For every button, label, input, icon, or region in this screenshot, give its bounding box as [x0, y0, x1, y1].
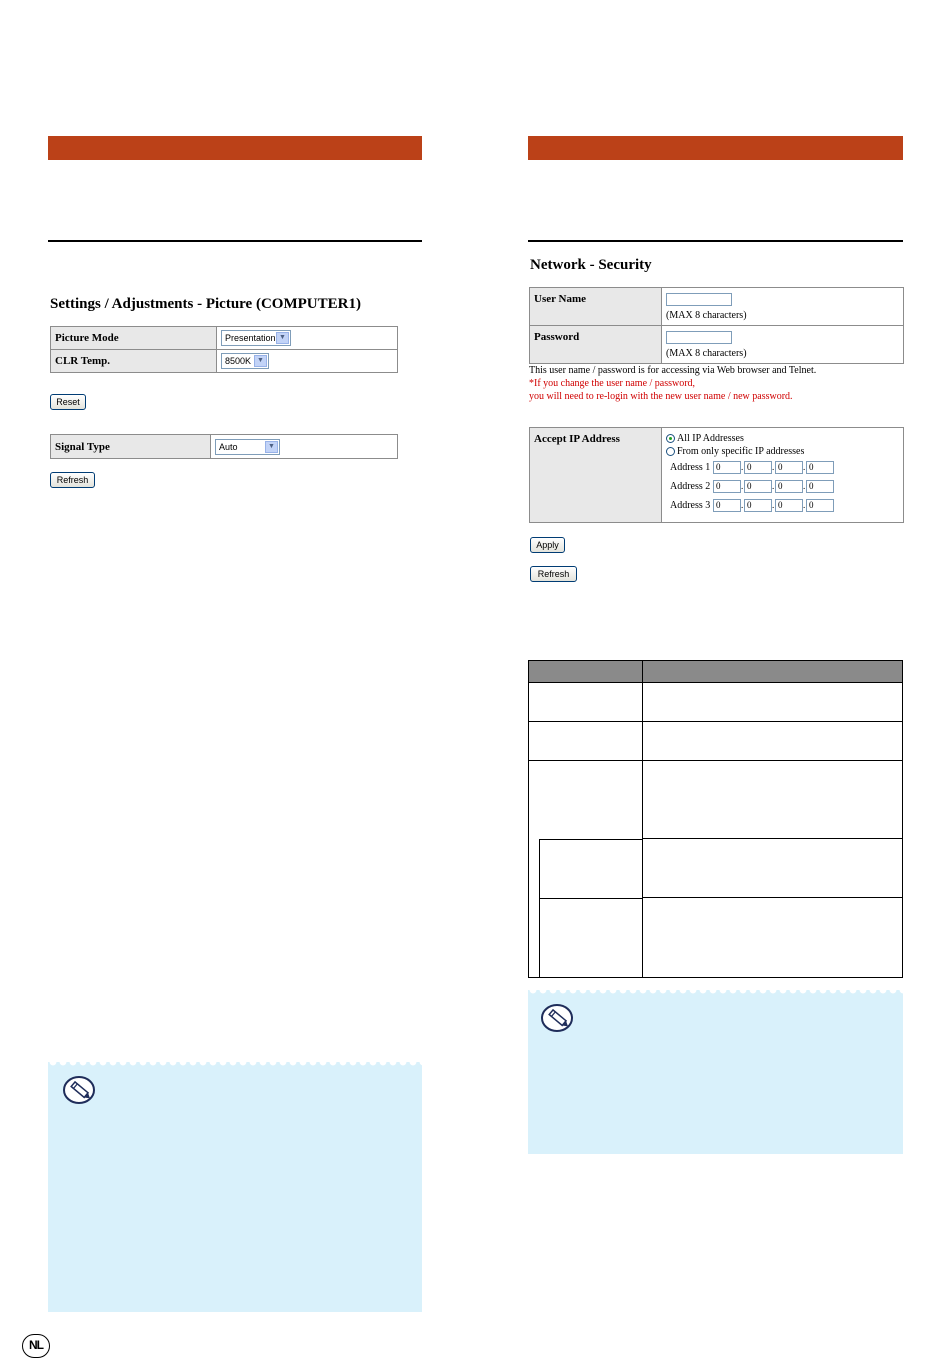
table-cell-indented	[529, 839, 643, 898]
password-input[interactable]	[666, 331, 732, 344]
table-header-cell	[643, 661, 903, 683]
chevron-down-icon: ▼	[254, 355, 267, 367]
address-row: Address 1 0 . 0 . 0 . 0	[666, 461, 899, 480]
address-2-octet-3[interactable]: 0	[775, 480, 803, 493]
credentials-warning-1: *If you change the user name / password,	[529, 378, 696, 389]
address-2-octet-2[interactable]: 0	[744, 480, 772, 493]
picture-settings-table	[50, 326, 398, 373]
address-1-octet-3[interactable]: 0	[775, 461, 803, 474]
password-cell	[662, 326, 904, 364]
address-3-octet-1[interactable]: 0	[713, 499, 741, 512]
divider-left	[48, 240, 422, 242]
chevron-down-icon: ▼	[276, 332, 289, 344]
signal-type-select[interactable]	[215, 439, 280, 455]
clr-temp-label: CLR Temp.	[51, 350, 217, 373]
clr-temp-select[interactable]	[221, 353, 269, 369]
picture-mode-label: Picture Mode	[51, 327, 217, 350]
user-name-cell	[662, 288, 904, 326]
table-cell	[529, 761, 643, 839]
credentials-warning-2: you will need to re-login with the new user name / new password.	[529, 391, 793, 402]
address-2-octet-1[interactable]: 0	[713, 480, 741, 493]
address-2-octet-4[interactable]: 0	[806, 480, 834, 493]
table-cell-indented	[529, 898, 643, 978]
signal-type-table	[50, 434, 398, 459]
picture-mode-select[interactable]	[221, 330, 291, 346]
note-box-left	[48, 1062, 422, 1312]
apply-button[interactable]: Apply	[530, 537, 565, 553]
chevron-down-icon: ▼	[265, 441, 278, 453]
note-box-right	[528, 990, 903, 1154]
table-cell	[643, 839, 903, 898]
table-cell	[643, 722, 903, 761]
address-1-octet-1[interactable]: 0	[713, 461, 741, 474]
accept-all-option[interactable]: All IP Addresses	[666, 432, 899, 445]
section-bar-right	[528, 136, 903, 160]
table-cell	[643, 898, 903, 978]
clr-temp-value: 8500K	[225, 356, 252, 366]
table-cell	[529, 683, 643, 722]
address-3-octet-2[interactable]: 0	[744, 499, 772, 512]
address-1-octet-4[interactable]: 0	[806, 461, 834, 474]
divider-right	[528, 240, 903, 242]
password-hint: (MAX 8 characters)	[666, 348, 747, 359]
clr-temp-cell	[217, 350, 398, 373]
table-header-cell	[529, 661, 643, 683]
picture-settings-heading: Settings / Adjustments - Picture (COMPUTER1)	[50, 296, 361, 312]
radio-unselected-icon[interactable]	[666, 447, 675, 456]
user-name-input[interactable]	[666, 293, 732, 306]
accept-ip-cell	[662, 428, 904, 523]
pencil-icon	[540, 1002, 576, 1034]
refresh-button-left[interactable]: Refresh	[50, 472, 95, 488]
address-3-octet-3[interactable]: 0	[775, 499, 803, 512]
picture-mode-cell	[217, 327, 398, 350]
section-bar-left	[48, 136, 422, 160]
accept-ip-table	[529, 427, 904, 523]
settings-description-table	[528, 660, 903, 978]
network-security-heading: Network - Security	[530, 257, 652, 273]
refresh-button-right[interactable]: Refresh	[530, 566, 577, 582]
pencil-icon	[62, 1074, 98, 1106]
password-label: Password	[530, 326, 662, 364]
address-1-octet-2[interactable]: 0	[744, 461, 772, 474]
signal-type-label: Signal Type	[51, 435, 211, 459]
address-row: Address 2 0 . 0 . 0 . 0	[666, 480, 899, 499]
accept-ip-label: Accept IP Address	[530, 428, 662, 523]
credentials-info: This user name / password is for accessing via Web browser and Telnet.	[529, 365, 817, 376]
table-cell	[643, 683, 903, 722]
table-cell	[643, 761, 903, 839]
address-3-octet-4[interactable]: 0	[806, 499, 834, 512]
reset-button[interactable]: Reset	[50, 394, 86, 410]
credentials-table	[529, 287, 904, 364]
accept-specific-option[interactable]: From only specific IP addresses	[666, 445, 899, 458]
radio-selected-icon[interactable]	[666, 434, 675, 443]
signal-type-cell	[211, 435, 398, 459]
picture-mode-value: Presentation	[225, 333, 276, 343]
language-badge: NL	[22, 1334, 50, 1358]
address-row: Address 3 0 . 0 . 0 . 0	[666, 499, 899, 518]
signal-type-value: Auto	[219, 441, 238, 452]
table-cell	[529, 722, 643, 761]
user-name-label: User Name	[530, 288, 662, 326]
user-name-hint: (MAX 8 characters)	[666, 310, 747, 321]
